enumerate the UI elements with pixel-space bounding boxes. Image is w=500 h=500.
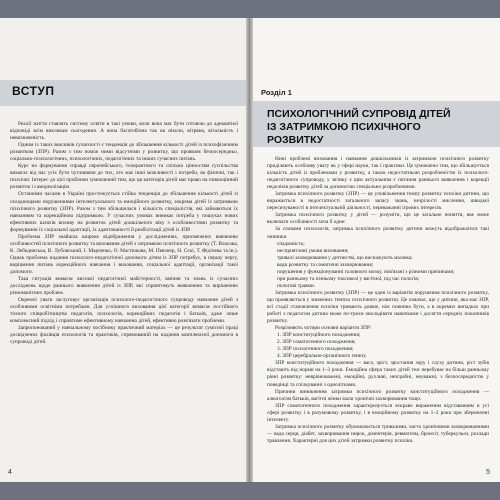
paragraph: Нині проблемі виховання і навчання дошкільників із затримкою психічного розвитку приділяють особливу увагу як у сфері науки, так і практики. Це зумовлено тим, що збільшується кількість дітей із проблемами у розвитку, а також недостатньою розробленістю їх психолого-педагогічного супроводу, у зв'язку з цим актуальним є питання раннього виявлення і корекції недоліків розвитку дітей за допомогою спеціально розробленими. <box>267 156 489 191</box>
chapter-title-line: ПСИХОЛОГІЧНИЙ СУПРОВІД ДІТЕЙ <box>267 108 451 120</box>
variant-item: 1. ЗПР конституційного походження; <box>277 332 361 339</box>
list-item: несприятливі умови виховання; <box>277 247 349 254</box>
paragraph: Причини виникнення затримки психічного розвитку конституційного походження — алкоголізм батьків, вагітні жінки мали хронічні захворювання тощо. <box>267 388 489 402</box>
right-body-text <box>267 156 489 445</box>
paragraph: Затримка психічного розвитку у дітей — розуміти, що це загальне поняття, яке може включати особливості хоча б одне: <box>267 212 489 226</box>
paragraph: Одним із таких викликів сучасності є тенденція до збільшення кількості дітей із психофізичним розвитком (ЗПР). Разом з тим поміж ними відсутніми у розвитку, що проявляє безпосередньо, соціально-психологічних, психологічних, педагогічних та інших сучасних питань. <box>10 142 238 163</box>
left-body-text <box>10 121 238 347</box>
list-item: спадковість; <box>277 240 305 247</box>
list-heading: За словами психологів, затримка психічного розвитку дитини можуть відображатися такі чинники <box>267 226 489 240</box>
left-page <box>0 18 247 482</box>
page-number: 4 <box>8 469 12 476</box>
paragraph: Реалії життя ставлять систему освіти в такі умови, коли вона має бути готовою до адекватної відповіді всім викликам сьогодення. А вона багатобічна так як ніколи, вітряна, вітальність і невизначеність. <box>10 121 238 142</box>
list-item: пологові травми. <box>277 282 315 289</box>
paragraph: Курс на формування справді європейського, толерантного та спільно цінностям суспільства вимагає від нас усіх бути чутливими до тих, хто має інші можливості і потреби, як фізичні, так і психічні. Інтерес до цієї проблеми зумовлений тим, що ця категорія дітей має право на повноцінний розвиток і самореалізацію. <box>10 163 238 191</box>
paragraph: Окремої уваги заслуговує організація психолого-педагогічного супроводу навчання дітей з особливими освітніми потребами. Для успішного виховання цієї категорії вимагає постійного тісного співробітництва педагогів, психологів, корекційних педагогів і батьків, адже лише комплексний підхід і сприятиме ефективному навчанню дітей, ефективно розв'язати проблеми. <box>10 297 238 325</box>
page-number: 5 <box>486 469 490 476</box>
list-item: порушення у функціонуванні головного мозку, пов'язані з різними причинами; <box>277 268 455 275</box>
paragraph: ЗПР конституційного походження — вага, зріст, зростання зору і слуху дитини, ріст зубів відстають від норми на 1–3 роки. Емоційна сфера таких дітей теж перебуває на більш ранньому рівні розвитку: неврівноважені, емоційні, рухливі, незграбні, неуважні, з безпосередністю у поведінці та спілкуванні з однолітками. <box>267 360 489 388</box>
list-item: вади розвитку та соматичні захворювання; <box>277 261 374 268</box>
paragraph: Проблема ЗПР знайшла широке відображення у дослідженнях, присвячених вивченню особливостей психічного розвитку та виховання дітей з затримкою психічного розвитку (Т. Власова, К. Лебединська, В. Лубовський, І. Марченко, О. Мастюкова, М. Певзнер, Н. Сєкі, Т. Фідічева та ін.). Однак проблема надання психолого-педагогічної допомоги дітям із ЗПР потребує, в першу чергу, вирішення питань корекційного навчання і виховання, соціальної адаптації, організації такої допомоги. <box>10 233 238 275</box>
paragraph: ЗПР соматогенного походження характеризується яскраво вираженим відставанням в усі сфері розвитку і в розумовому розвитку, і в емоційному розвитку на 1–2 роки при збереженні інтелекту. <box>267 402 489 423</box>
paragraph: Затримка психічного розвитку (ЗПР) — це уповільнення темпу розвитку психіки дитини, що виражається в недостатності загального запасу знань, незрілості мислення, швидкої пересичуваності в інтелектуальній діяльності, переважанні ігрових інтересів. <box>267 191 489 212</box>
paragraph: Затримка психічного розвитку (ЗПР) — це один із варіантів порушення психічного розвитку, що проявляється у знижених темпах психічного розвитку. Це означає, що у дитини, яка має ЗПР, всі стадії становлення психіки тривають довше, ніж повинно бути, а в окремих випадках при роботі з педагогом дитина може по-трохи оволодівати навичками і досягти середніх показників розвитку. <box>267 289 489 325</box>
variant-item: 4. ЗПР церебрально-органічного генезу. <box>277 353 367 360</box>
paragraph: Останніми часами в Україні простежується стійка тенденція до збільшення кількості дітей зі складнощами порушеннями інтелектуального та емоційного розвитку, зокрема дітей із затримкою психічного розвитку (ЗПР). Разом з тим збільшилася і кількість спеціалістів, які займаються їх навчанням та корекційною підтримкою. У сучасних умовах виникає потреба у пошуках нових ефективних шляхів впливу на розвиток дітей дошкільного віку з особливостями розвитку та формування їх соціальної адаптації, їх адаптованості й реабілітації дітей із ЗПР. <box>10 191 238 233</box>
chapter-title <box>267 108 467 147</box>
page-heading: ВСТУП <box>12 84 55 98</box>
section-label: Розділ 1 <box>261 88 292 97</box>
chapter-title-line: ІЗ ЗАТРИМКОЮ ПСИХІЧНОГО РОЗВИТКУ <box>267 121 421 146</box>
variant-item: 3. ЗПР психогенного походження; <box>277 346 354 353</box>
paragraph: Така ситуація вимагає високої педагогічної майстерності, вміння та знань із сучасних досліджень щодо раннього виявлення дітей із ЗПР, які сприятимуть виявленню та вирішенню різноманітних проблем. <box>10 276 238 297</box>
list-item: тривалі захворювання у дитинстві, що виснажують малюка; <box>277 254 413 261</box>
paragraph: Запропонований у навчальному посібнику практичний матеріал — це результат сумісної праці досвідчених фахівців психологів та практиків, спрямований на надання комплексної допомоги в супроводі дітей. <box>10 325 238 346</box>
paragraph: Розрізняють чотири основні варіанти ЗПР: <box>275 325 372 332</box>
right-page <box>253 18 500 482</box>
paragraph: Затримка психічного розвитку обумовлюється тривалими, часто хронічними захворюваннями — вада серця, діабет, захворювання нирок, дизентерія, ревматизм, бронхіт, туберкульоз, розлади травлення. Характерні для цих дітей затримки розвитку психіки. <box>267 423 489 444</box>
list-item: при ранньому та пізньому токсикозі у вагітної, під час пологів; <box>277 275 420 282</box>
variant-item: 2. ЗПР соматогенного походження; <box>277 339 356 346</box>
